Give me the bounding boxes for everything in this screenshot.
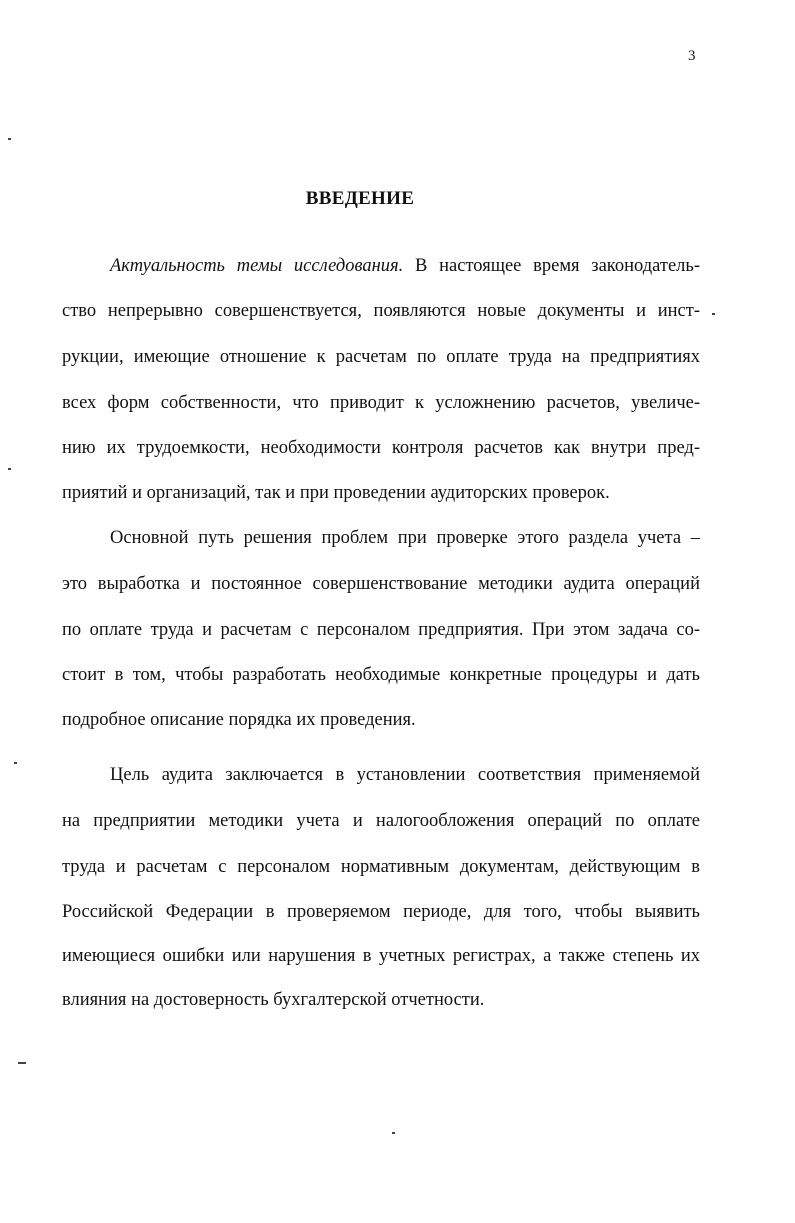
- text-line: всех форм собственности, что приводит к усложнению расчетов, увеличе-: [62, 393, 700, 413]
- scan-speck: [8, 468, 11, 470]
- line-text: В настоящее время законодатель-: [415, 256, 700, 276]
- text-line: Российской Федерации в проверяемом периоде, для того, чтобы выявить: [62, 902, 700, 922]
- scan-speck: [392, 1132, 395, 1134]
- text-line: это выработка и постоянное совершенствование методики аудита операций: [62, 574, 700, 594]
- text-line: на предприятии методики учета и налогообложения операций по оплате: [62, 811, 700, 831]
- text-line: стоит в том, чтобы разработать необходимые конкретные процедуры и дать: [62, 665, 700, 685]
- lead-phrase: Актуальность темы исследования.: [110, 256, 404, 276]
- page-number: 3: [688, 48, 696, 64]
- text-line: по оплате труда и расчетам с персоналом предприятия. При этом задача со-: [62, 620, 700, 640]
- text-line: Основной путь решения проблем при проверке этого раздела учета –: [110, 528, 700, 548]
- text-line: ство непрерывно совершенствуется, появляются новые документы и инст-: [62, 301, 700, 321]
- text-line: [110, 256, 700, 277]
- text-line: Цель аудита заключается в установлении соответствия применяемой: [110, 765, 700, 785]
- scan-speck: [712, 313, 715, 315]
- section-heading: ВВЕДЕНИЕ: [305, 188, 415, 209]
- text-line: имеющиеся ошибки или нарушения в учетных регистрах, а также степень их: [62, 946, 700, 966]
- text-line: нию их трудоемкости, необходимости контроля расчетов как внутри пред-: [62, 438, 700, 458]
- scan-speck: [18, 1062, 26, 1064]
- scan-speck: [14, 762, 17, 764]
- text-line: влияния на достоверность бухгалтерской отчетности.: [62, 990, 485, 1010]
- text-line: подробное описание порядка их проведения.: [62, 710, 416, 730]
- scan-speck: [8, 138, 11, 140]
- text-line: рукции, имеющие отношение к расчетам по оплате труда на предприятиях: [62, 347, 700, 367]
- text-line: труда и расчетам с персоналом нормативным документам, действующим в: [62, 857, 700, 877]
- text-line: приятий и организаций, так и при проведении аудиторских проверок.: [62, 483, 610, 503]
